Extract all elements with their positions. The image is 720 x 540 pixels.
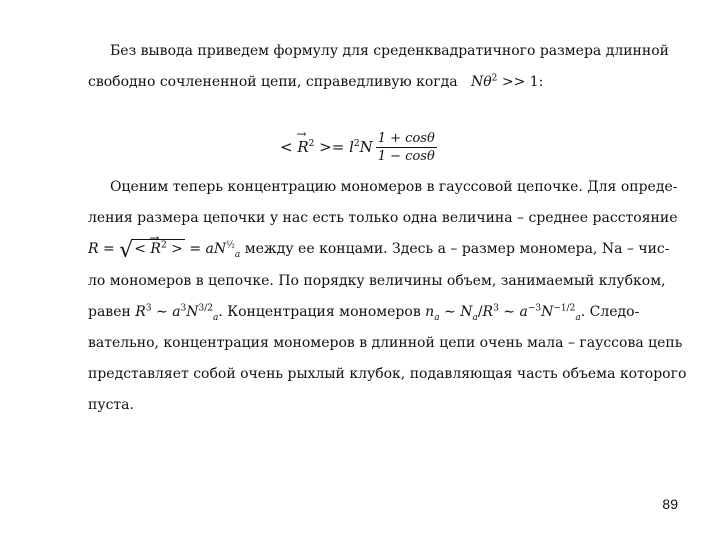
chain-size-formula bbox=[280, 122, 437, 172]
text-line: пуста. bbox=[88, 397, 134, 414]
text-line: представляет собой очень рыхлый клубок, подавляющая часть объема которого bbox=[88, 366, 687, 383]
text-line: Оценим теперь концентрацию мономеров в гауссовой цепочке. Для опреде- bbox=[110, 179, 678, 195]
text-fragment: между ее концами. Здесь a – размер мономера, Na – чис- bbox=[244, 241, 670, 258]
text-fragment: . Следо- bbox=[580, 303, 640, 320]
page-number: 89 bbox=[662, 496, 678, 512]
formula-numerator: 1 + cosθ bbox=[377, 130, 435, 146]
text-line bbox=[88, 297, 640, 328]
text-line: ло мономеров в цепочке. По порядку величины объем, занимаемый клубком, bbox=[88, 272, 666, 289]
text-fragment: . Концентрация мономеров bbox=[218, 303, 421, 320]
intro-paragraph bbox=[88, 36, 669, 98]
text-line: вательно, концентрация мономеров в длинной цепи очень мала – гауссова цепь bbox=[88, 335, 683, 352]
text-line: Без вывода приведем формулу для среденквадратичного размера длинной bbox=[110, 43, 669, 59]
concentration-formula: $n_a$ ∼ $N_a/R^3$ ∼ $a^{-3}N^{-1/2}_a$ bbox=[425, 303, 581, 323]
text-line bbox=[88, 67, 628, 98]
text-line bbox=[88, 234, 670, 265]
text-line: ления размера цепочки у нас есть только одна величина – среднее расстояние bbox=[88, 210, 678, 227]
formula-denominator: 1 − cosθ bbox=[377, 148, 435, 164]
estimate-paragraph bbox=[88, 172, 687, 422]
volume-formula: $R^3$ ∼ $a^3N^{3/2}_a$ bbox=[135, 303, 219, 323]
text-fragment: равен bbox=[88, 303, 131, 320]
text-fragment: свободно сочлененной цепи, справедливую когда bbox=[88, 74, 458, 91]
formula-fraction bbox=[376, 131, 437, 164]
condition-formula: $N\theta^2 >> 1$: bbox=[470, 73, 544, 91]
end-to-end-distance-formula: R = √< → $R^2$ > = $aN^{\frac{1}{2}}_a$ bbox=[88, 241, 240, 257]
formula-lhs: < → $R^2 >= l^2N$ bbox=[280, 138, 373, 156]
